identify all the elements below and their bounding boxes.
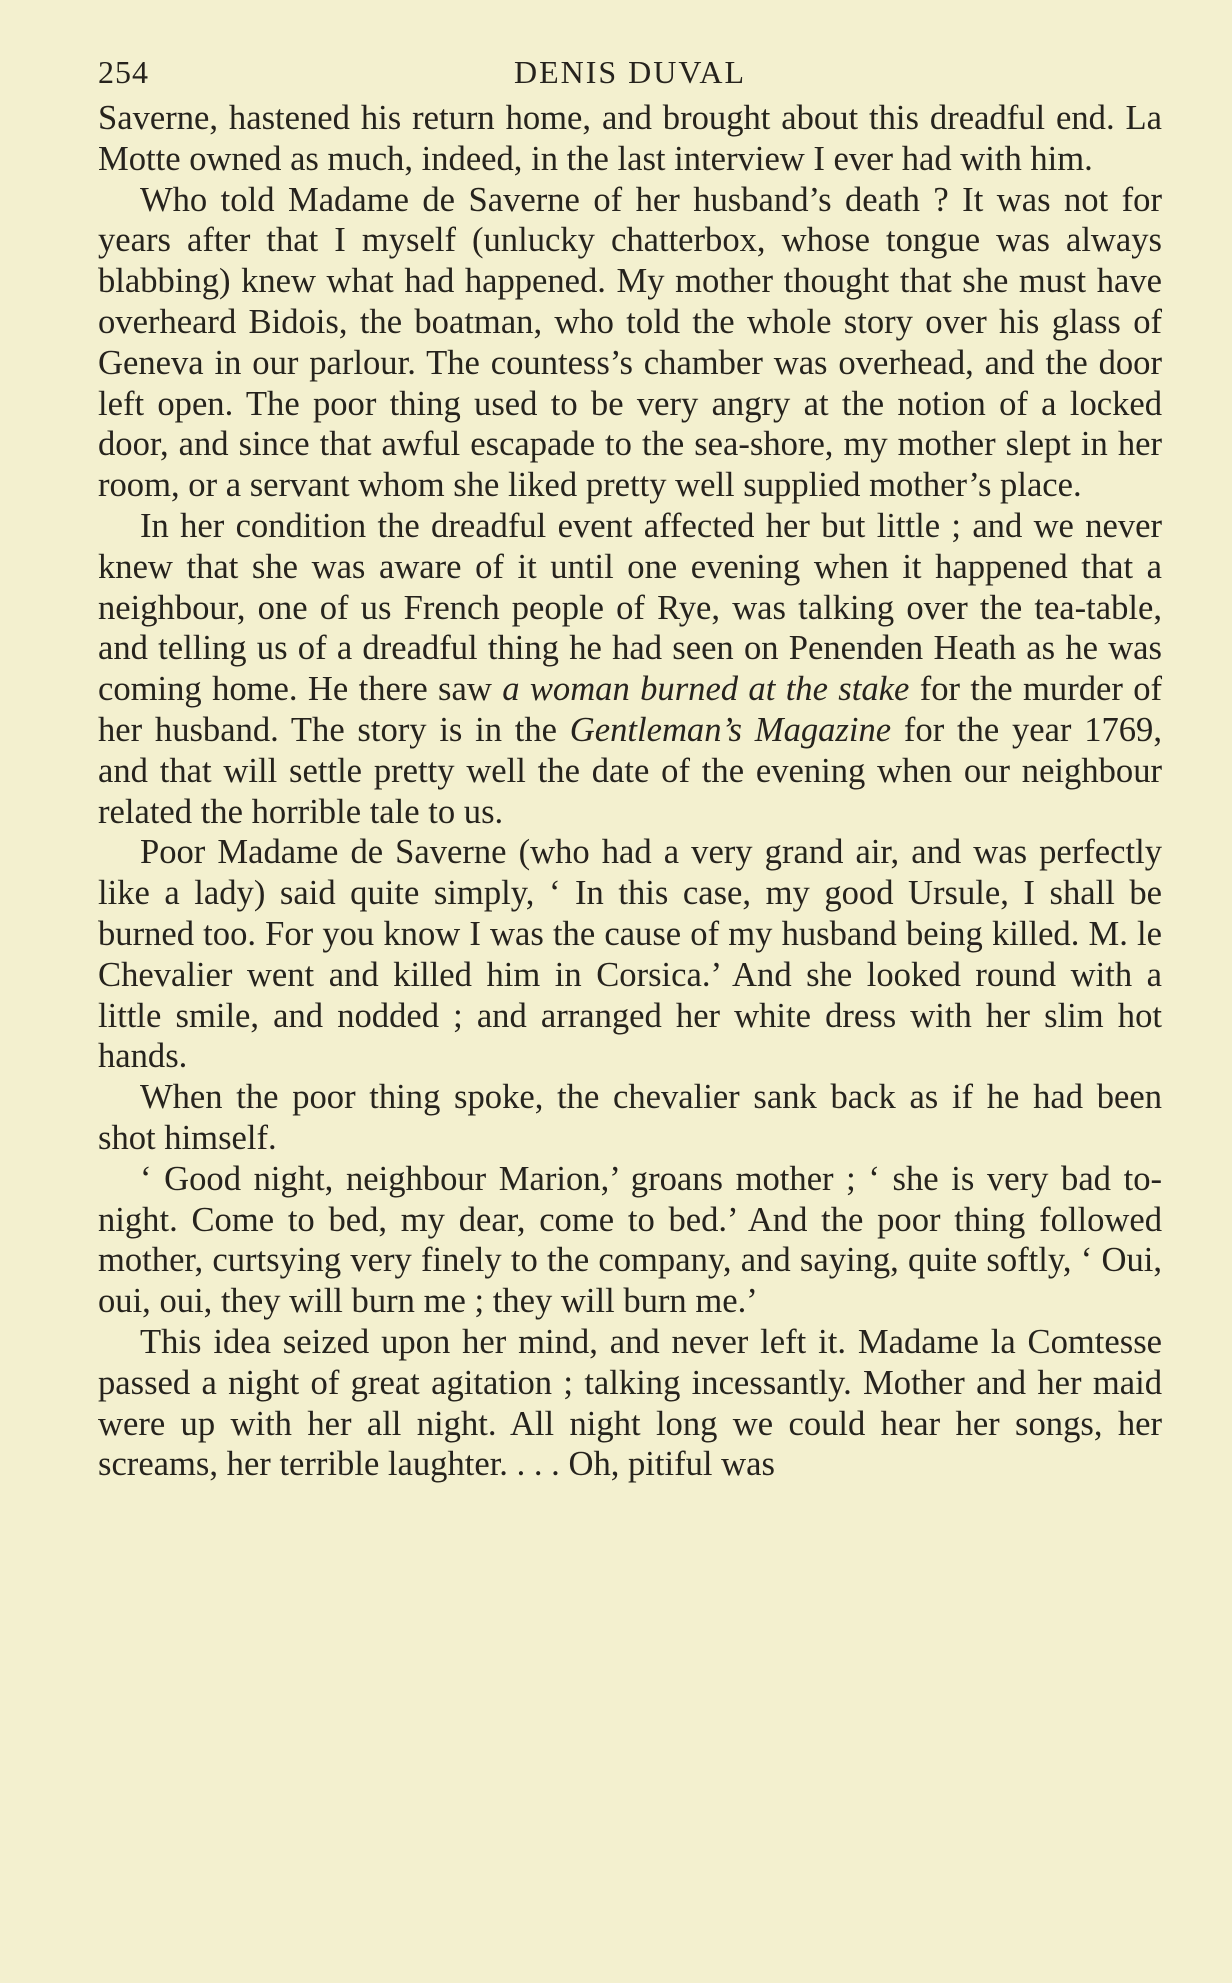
paragraph [98, 98, 1162, 180]
text-run: In her condition the dreadful event affected her but little ; and we never knew that she was aware of it until one evening when it happened that a neighbour, one of us French people of Rye, was talking over the tea-table, and telling us of a dreadful thing he had seen on Penenden Heath as he was coming home. He there saw [98, 506, 1162, 709]
text-run: This idea seized upon her mind, and never left it. Madame la Comtesse passed a night of great agitation ; talking incessantly. Mother and her maid were up with her all night. All night long we could hear her songs, her screams, her terrible laughter. . . . Oh, pitiful was [98, 1322, 1162, 1484]
italic-text: Gentleman’s Magazine [569, 710, 892, 749]
text-run: for the year 1769, and that will settle pretty well the date of the evening when our neighbour related the horrible tale to us. [98, 710, 1162, 831]
text-run: Who told Madame de Saverne of her husband’s death ? It was not for years after that I myself (unlucky chatterbox, whose tongue was always blabbing) knew what had happened. My mother thought that she must have overheard Bidois, the boatman, who told the whole story over his glass of Geneva in our parlour. The countess’s chamber was overhead, and the door left open. The poor thing used to be very angry at the notion of a locked door, and since that awful escapade to the sea-shore, my mother slept in her room, or a servant whom she liked pretty well supplied mother’s place. [98, 180, 1162, 505]
book-page [98, 52, 1162, 1485]
paragraph [98, 1159, 1162, 1322]
body-text [98, 98, 1162, 1485]
paragraph [98, 506, 1162, 832]
paragraph [98, 1077, 1162, 1159]
text-run: Saverne, hastened his return home, and brought about this dreadful end. La Motte owned as much, indeed, in the last interview I ever had with him. [98, 99, 1162, 178]
paragraph [98, 1322, 1162, 1485]
text-run: When the poor thing spoke, the chevalier sank back as if he had been shot himself. [98, 1078, 1162, 1157]
text-run: for the murder of her husband. The story is in the [98, 670, 1163, 749]
running-head [98, 52, 1162, 92]
text-run: Poor Madame de Saverne (who had a very grand air, and was perfectly like a lady) said quite simply, ‘ In this case, my good Ursule, I shall be burned too. For you know I was the cause of my husband being killed. M. le Chevalier went and killed him in Corsica.’ And she looked round with a little smile, and nodded ; and arranged her white dress with her slim hot hands. [98, 833, 1162, 1076]
page-number: 254 [98, 54, 149, 90]
italic-text: a woman burned at the stake [502, 670, 910, 709]
paragraph [98, 832, 1162, 1077]
text-run: ‘ Good night, neighbour Marion,’ groans mother ; ‘ she is very bad to-night. Come to bed, my dear, come to bed.’ And the poor thing followed mother, curtsying very finely to the company, and saying, quite softly, ‘ Oui, oui, oui, they will burn me ; they will burn me.’ [98, 1159, 1162, 1321]
running-title: DENIS DUVAL [513, 54, 747, 90]
paragraph [98, 180, 1162, 506]
